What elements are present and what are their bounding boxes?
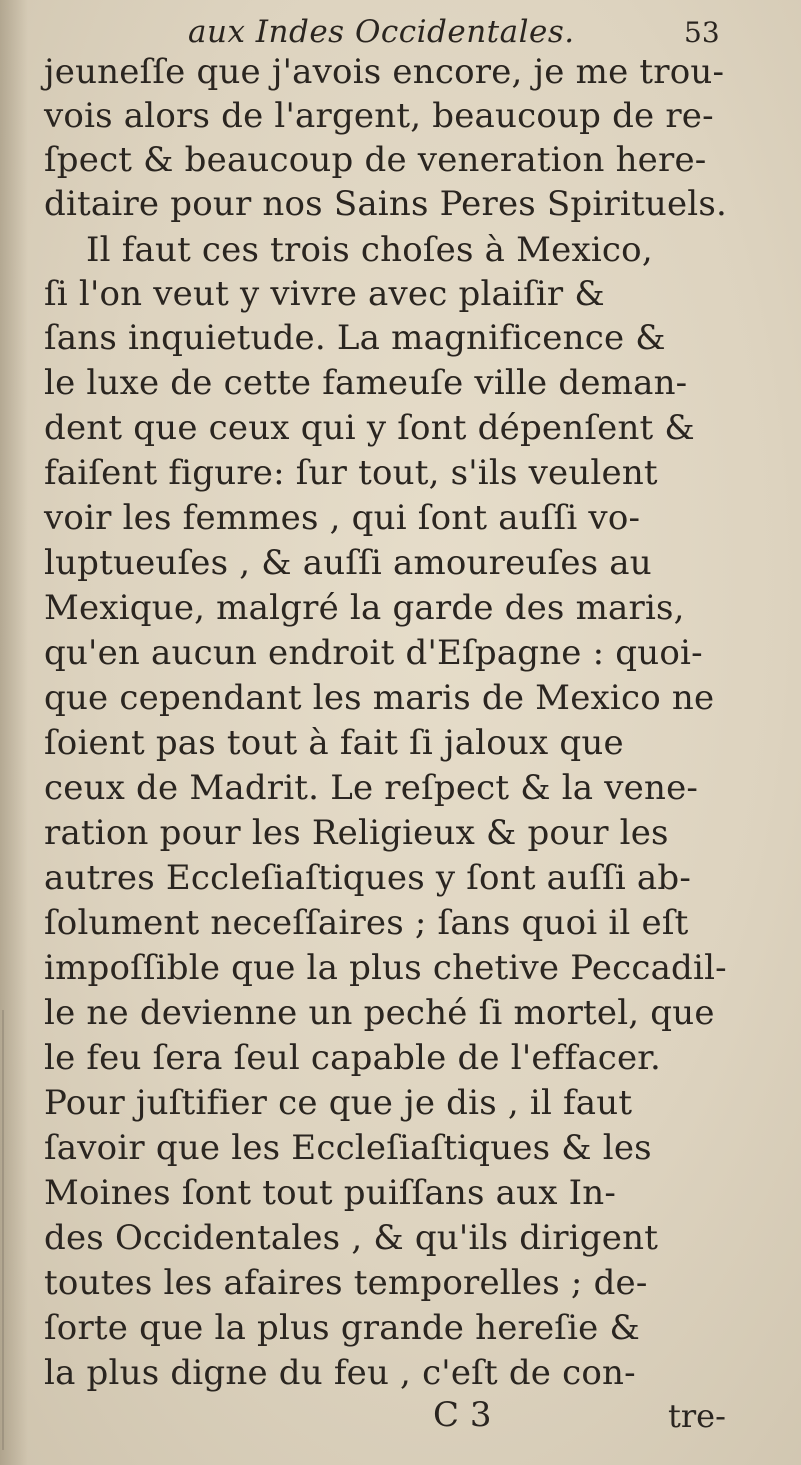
text-line: voir les femmes , qui ſont auſſi vo-: [44, 498, 641, 538]
text-line: ditaire pour nos Sains Peres Spirituels.: [44, 184, 728, 224]
text-line: faiſent figure: ſur tout, s'ils veulent: [44, 453, 658, 493]
text-line: ſpect & beaucoup de veneration here-: [44, 140, 707, 180]
text-line: Il faut ces trois choſes à Mexico,: [86, 230, 653, 270]
text-line: des Occidentales , & qu'ils dirigent: [44, 1218, 659, 1258]
page-number: 53: [684, 16, 720, 49]
text-line: le ne devienne un peché ſi mortel, que: [44, 993, 715, 1033]
binding-shadow: [0, 0, 28, 1465]
text-line: toutes les afaires temporelles ; de-: [44, 1263, 648, 1303]
signature-mark: C 3: [433, 1395, 492, 1435]
text-line: le luxe de cette fameuſe ville deman-: [44, 363, 688, 403]
text-line: ſi l'on veut y vivre avec plaiſir &: [44, 274, 605, 314]
text-line: Moines ſont tout puiſſans aux In-: [44, 1173, 617, 1213]
text-line: Mexique, malgré la garde des maris,: [44, 588, 685, 628]
text-line: autres Eccleſiaſtiques y ſont auſſi ab-: [44, 858, 692, 898]
text-line: jeuneſſe que j'avois encore, je me trou-: [44, 52, 725, 92]
text-line: luptueuſes , & auſſi amoureuſes au: [44, 543, 652, 583]
text-line: dent que ceux qui y ſont dépenſent &: [44, 408, 695, 448]
gutter-edge: [2, 1010, 4, 1450]
text-line: ſavoir que les Eccleſiaſtiques & les: [44, 1128, 652, 1168]
text-line: impoſſible que la plus chetive Peccadil-: [44, 948, 727, 988]
text-line: ſans inquietude. La magnificence &: [44, 318, 666, 358]
text-line: la plus digne du feu , c'eſt de con-: [44, 1353, 636, 1393]
text-line: ceux de Madrit. Le reſpect & la vene-: [44, 768, 699, 808]
text-line: ſoient pas tout à fait ſi jaloux que: [44, 723, 624, 763]
text-line: que cependant les maris de Mexico ne: [44, 678, 715, 718]
text-line: vois alors de l'argent, beaucoup de re-: [44, 96, 714, 136]
text-line: Pour juſtifier ce que je dis , il faut: [44, 1083, 633, 1123]
text-line: ration pour les Religieux & pour les: [44, 813, 669, 853]
text-line: ſolument neceſſaires ; ſans quoi il eſt: [44, 903, 689, 943]
catchword: tre-: [668, 1397, 726, 1435]
text-line: ſorte que la plus grande hereſie &: [44, 1308, 640, 1348]
text-line: qu'en aucun endroit d'Eſpagne : quoi-: [44, 633, 703, 673]
page-header: [0, 14, 801, 54]
text-line: le feu ſera ſeul capable de l'effacer.: [44, 1038, 662, 1078]
running-title: aux Indes Occidentales.: [188, 14, 575, 50]
